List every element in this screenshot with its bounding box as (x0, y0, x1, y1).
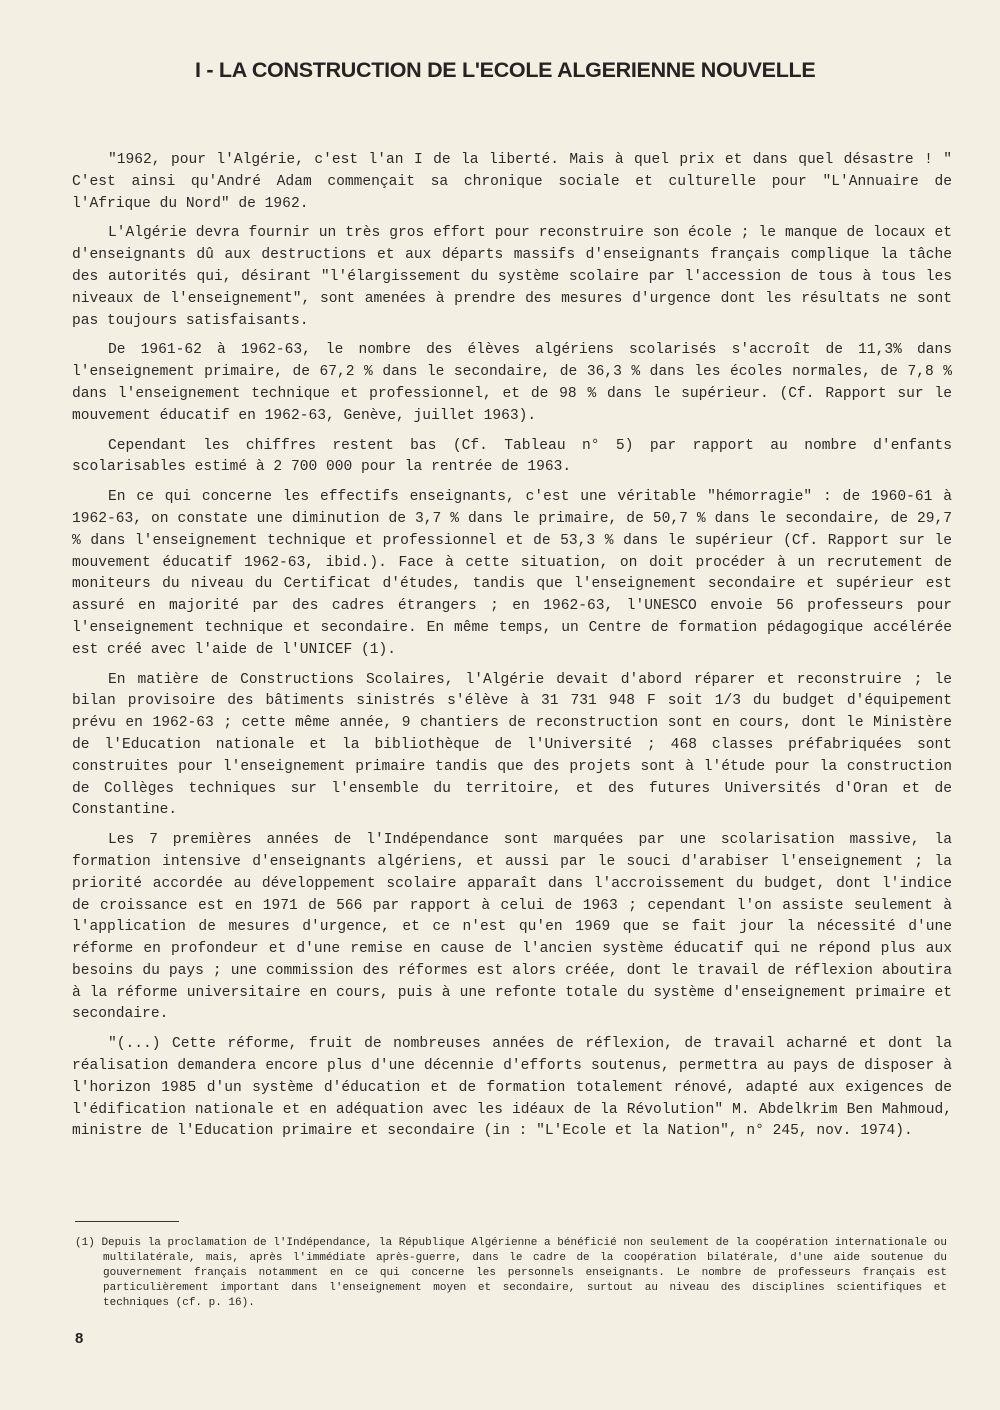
paragraph-1: "1962, pour l'Algérie, c'est l'an I de la liberté. Mais à quel prix et dans quel désastre ! " C'est ainsi qu'André Adam commençait sa chronique sociale et culturelle pour "L'Annuaire de l'Afrique du Nord" de 1962. (72, 152, 952, 212)
footnote: (1) Depuis la proclamation de l'Indépendance, la République Algérienne a bénéficié non seulement de la coopération internationale ou multilatérale, mais, après l'immédiate après-guerre, dans le cadre de la coopération bilatérale, d'une aide soutenue du gouvernement français notamment en ce qui concerne les personnels enseignants. Le nombre de professeurs français est particulièrement important dans l'enseignement moyen et secondaire, surtout au niveau des disciplines scientifiques et techniques (cf. p. 16). (75, 1237, 947, 1309)
paragraph-7: Les 7 premières années de l'Indépendance sont marquées par une scolarisation massive, la formation intensive d'enseignants algériens, et aussi par le souci d'arabiser l'enseignement ; la priorité accordée au développement scolaire apparaît dans l'accroissement du budget, dont l'indice de croissance est en 1971 de 566 par rapport à celui de 1963 ; cependant l'on assiste seulement à l'application de mesures d'urgence, et ce n'est qu'en 1969 que se fait jour la nécessité d'une réforme en profondeur et d'une remise en cause de l'ancien système éducatif qui ne répond plus aux besoins du pays ; une commission des réformes est alors créée, dont le travail de réflexion aboutira à la réforme universitaire en cours, puis à une refonte totale du système d'enseignement primaire et secondaire. (72, 832, 952, 1023)
paragraph-6: En matière de Constructions Scolaires, l'Algérie devait d'abord réparer et reconstruire ; le bilan provisoire des bâtiments sinistrés s'élève à 31 731 948 F soit 1/3 du budget d'équipement prévu en 1962-63 ; cette même année, 9 chantiers de reconstruction sont en cours, dont le Ministère de l'Education nationale et la bibliothèque de l'Université ; 468 classes préfabriquées sont construites pour l'enseignement primaire tandis que des projets sont à l'étude pour la construction de Collèges techniques sur l'ensemble du territoire, et des futures Universités d'Oran et de Constantine. (72, 671, 952, 819)
paragraph-3: De 1961-62 à 1962-63, le nombre des élèves algériens scolarisés s'accroît de 11,3% dans l'enseignement primaire, de 67,2 % dans le secondaire, de 36,3 % dans les écoles normales, de 7,8 % dans l'enseignement technique et professionnel, et de 98 % dans le supérieur. (Cf. Rapport sur le mouvement éducatif en 1962-63, Genève, juillet 1963). (72, 342, 952, 424)
footnote-divider (75, 1221, 179, 1222)
paragraph-8: "(...) Cette réforme, fruit de nombreuses années de réflexion, de travail acharné et dont la réalisation demandera encore plus d'une décennie d'efforts soutenus, permettra au pays de disposer à l'horizon 1985 d'un système d'éducation et de formation totalement rénové, adapté aux exigences de l'édification nationale et en adéquation avec les idéaux de la Révolution" M. Abdelkrim Ben Mahmoud, ministre de l'Education primaire et secondaire (in : "L'Ecole et la Nation", n° 245, nov. 1974). (72, 1036, 952, 1140)
body-text (72, 150, 952, 1151)
paragraph-2: L'Algérie devra fournir un très gros effort pour reconstruire son école ; le manque de locaux et d'enseignants dû aux destructions et aux départs massifs d'enseignants français complique la tâche des autorités qui, désirant "l'élargissement du système scolaire par l'accession de tous à tous les niveaux de l'enseignement", sont amenées à prendre des mesures d'urgence dont les résultats ne sont pas toujours satisfaisants. (72, 225, 952, 329)
paragraph-4: Cependant les chiffres restent bas (Cf. Tableau n° 5) par rapport au nombre d'enfants scolarisables estimé à 2 700 000 pour la rentrée de 1963. (72, 437, 952, 476)
page-number: 8 (75, 1330, 84, 1347)
chapter-title: I - LA CONSTRUCTION DE L'ECOLE ALGERIENNE NOUVELLE (195, 58, 816, 82)
paragraph-5: En ce qui concerne les effectifs enseignants, c'est une véritable "hémorragie" : de 1960-61 à 1962-63, on constate une diminution de 3,7 % dans le primaire, de 50,7 % dans le secondaire, de 29,7 % dans l'enseignement technique et professionnel et de 53,3 % dans le supérieur (Cf. Rapport sur le mouvement éducatif 1962-63, ibid.). Face à cette situation, on doit procéder à un recrutement de moniteurs du niveau du Certificat d'études, tandis que l'enseignement secondaire et supérieur est assuré en majorité par des cadres étrangers ; en 1962-63, l'UNESCO envoie 56 professeurs pour l'enseignement technique et secondaire. En même temps, un Centre de formation pédagogique accélérée est créé avec l'aide de l'UNICEF (1). (72, 489, 952, 658)
